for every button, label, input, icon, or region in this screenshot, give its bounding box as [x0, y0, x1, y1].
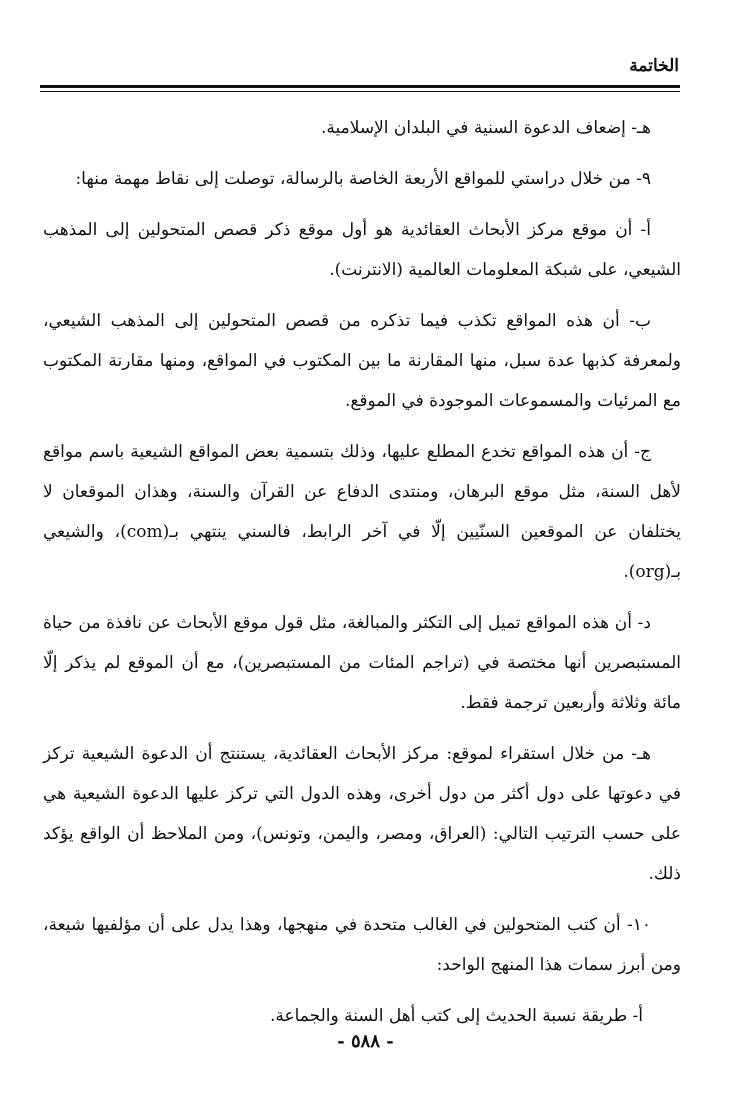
page-number: - ٥٨٨ - — [337, 1031, 394, 1052]
header-rule-thick — [40, 85, 680, 88]
paragraph-item-he-weakening: هـ- إضعاف الدعوة السنية في البلدان الإسلامية. — [320, 118, 651, 138]
paragraph-item-a-first-site: أ- أن موقع مركز الأبحاث العقائدية هو أول موقع ذكر قصص المتحولين إلى المذهب الشيعي، على شبكة المعلومات العالمية (الانترنت). — [43, 220, 681, 280]
running-header-title: الخاتمة — [629, 56, 679, 76]
paragraph-item-d-exaggeration: د- أن هذه المواقع تميل إلى التكثر والمبالغة، مثل قول موقع الأبحاث عن نافذة من حياة المستبصرين أنها مختصة في (تراجم المئات من المستبصرين)، مع أن الموقع لم يذكر إلّا مائة وثلاثة وأربعين ترجمة فقط. — [43, 613, 681, 713]
paragraph-item-a-hadith-attribution: أ- طريقة نسبة الحديث إلى كتب أهل السنة والجماعة. — [269, 1006, 643, 1026]
paragraph-point-9: ٩- من خلال دراستي للمواقع الأربعة الخاصة بالرسالة، توصلت إلى نقاط مهمة منها: — [75, 169, 651, 189]
paragraph-item-b-lying: ب- أن هذه المواقع تكذب فيما تذكره من قصص المتحولين إلى المذهب الشيعي، ولمعرفة كذبها عدة سبل، منها المقارنة ما بين المكتوب في المواقع، ومنها مقارنة المكتوب مع المرئيات والمسموعات الموجودة في الموقع. — [43, 311, 681, 411]
paragraph-item-he-countries: هـ- من خلال استقراء لموقع: مركز الأبحاث العقائدية، يستنتج أن الدعوة الشيعية تركز في دعوتها على دول أكثر من دول أخرى، وهذه الدول التي تركز عليها الدعوة الشيعية هي على حسب الترتيب التالي: (العراق، ومصر، واليمن، وتونس)، ومن الملاحظ أن الواقع يؤكد ذلك. — [43, 744, 682, 884]
body-text — [43, 108, 681, 1047]
paragraph-point-10: ١٠- أن كتب المتحولين في الغالب متحدة في منهجها، وهذا يدل على أن مؤلفيها شيعة، ومن أبرز سمات هذا المنهج الواحد: — [43, 915, 681, 975]
paragraph-item-j-deception: ج- أن هذه المواقع تخدع المطلع عليها، وذلك بتسمية بعض المواقع الشيعية باسم مواقع لأهل السنة، مثل موقع البرهان، ومنتدى الدفاع عن القرآن والسنة، وهذان الموقعان لا يختلفان عن الموقعين السنّيين إلّا في آخر الرابط، فالسني ينتهي بـ(com)، والشيعي بـ(org). — [43, 442, 681, 582]
header-rule-thin — [40, 91, 680, 92]
